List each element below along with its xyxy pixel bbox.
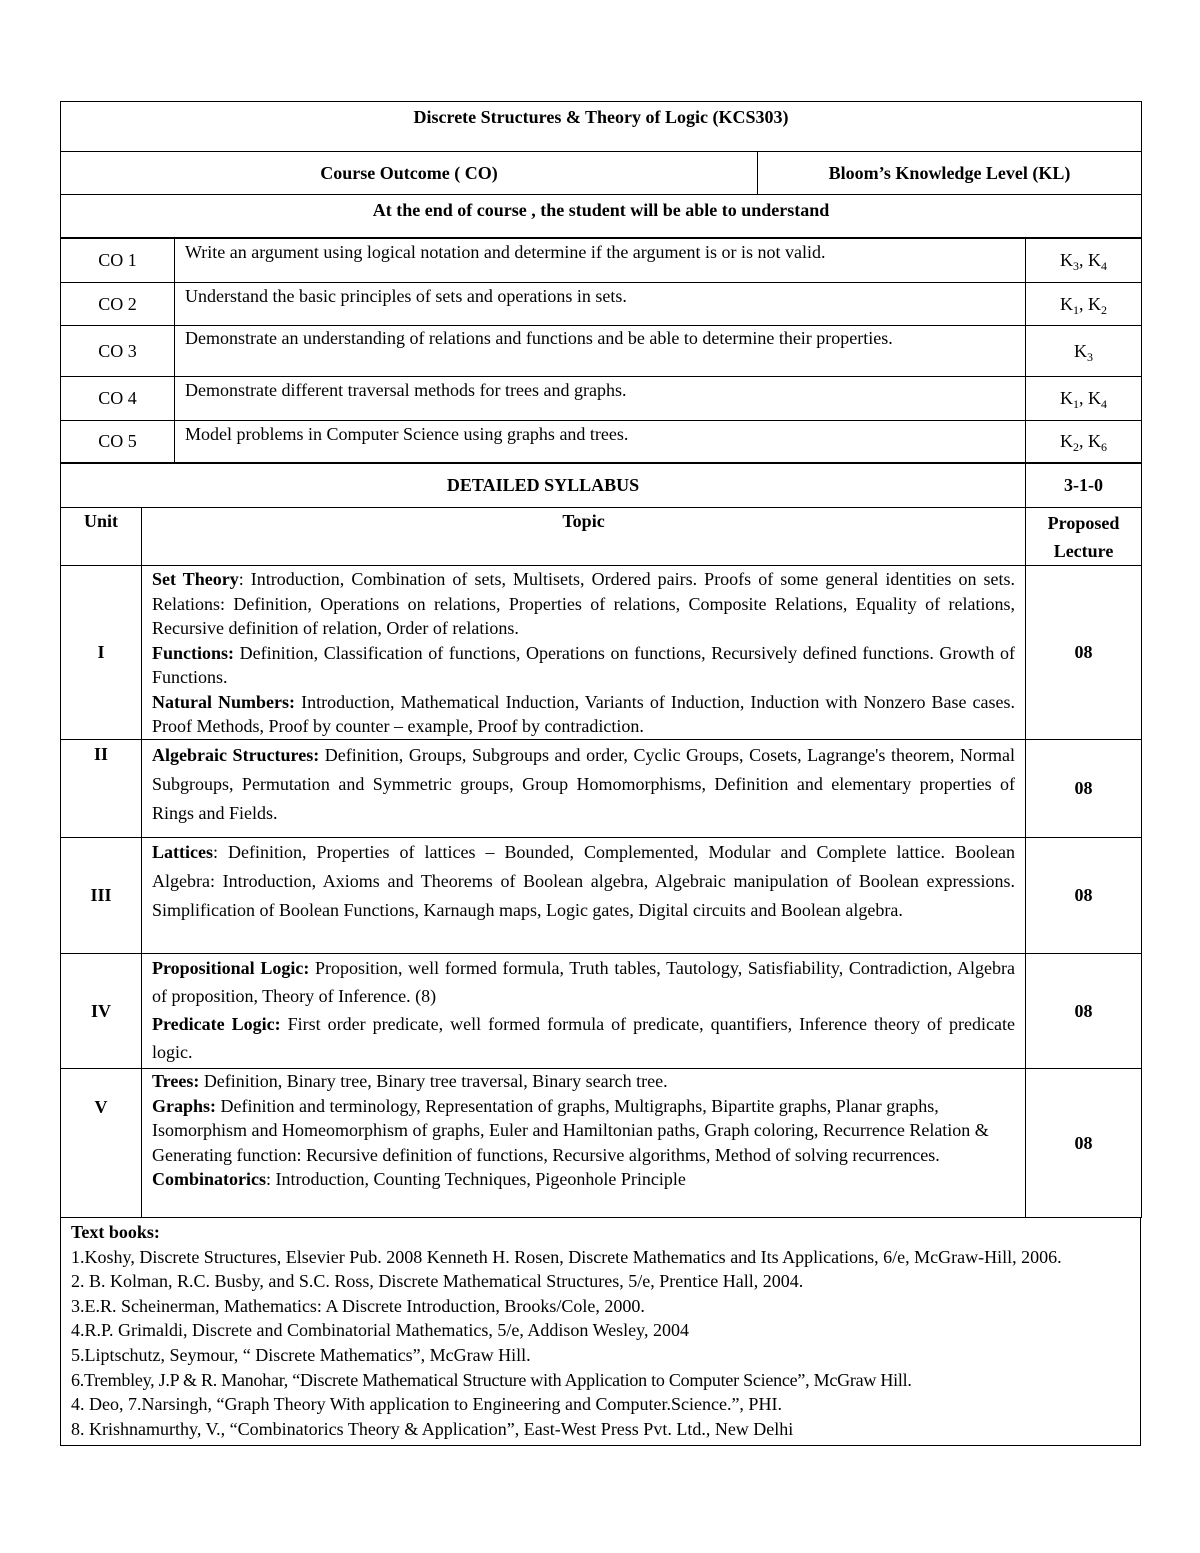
unit-number: V xyxy=(61,1069,142,1218)
textbook-item: 8. Krishnamurthy, V., “Combinatorics Theory & Application”, East-West Press Pvt. Ltd., New Delhi xyxy=(71,1418,794,1439)
co-text: Model problems in Computer Science using graphs and trees. xyxy=(175,421,1026,463)
textbooks-section xyxy=(60,1218,1141,1446)
unit-number: I xyxy=(61,566,142,740)
co-code: CO 4 xyxy=(61,377,175,421)
outcomes-table xyxy=(60,238,1142,463)
unit-topics: Propositional Logic: Proposition, well formed formula, Truth tables, Tautology, Satisfiability, Contradiction, Algebra of proposition, Theory of Inference. (8) Predicate Logic: First order predicate, well formed formula of predicate, quantifiers, Inference theory of predicate logic. xyxy=(142,954,1026,1069)
ltp-value: 3-1-0 xyxy=(1026,464,1142,508)
syllabus-heading: DETAILED SYLLABUS xyxy=(61,464,1026,508)
co-code: CO 2 xyxy=(61,283,175,326)
unit-lectures: 08 xyxy=(1026,838,1142,954)
course-intro: At the end of course , the student will be able to understand xyxy=(61,195,1142,238)
col-topic: Topic xyxy=(142,508,1026,566)
course-title: Discrete Structures & Theory of Logic (KCS303) xyxy=(61,102,1142,152)
unit-number: IV xyxy=(61,954,142,1069)
unit-lectures: 08 xyxy=(1026,740,1142,838)
co-text: Understand the basic principles of sets and operations in sets. xyxy=(175,283,1026,326)
outcome-row xyxy=(61,421,1142,463)
unit-row xyxy=(61,1069,1142,1218)
co-kl: $K_3$, $K_4$ xyxy=(1026,239,1142,283)
outcome-row xyxy=(61,239,1142,283)
co-kl: $K_1$, $K_2$ xyxy=(1026,283,1142,326)
co-text: Demonstrate different traversal methods for trees and graphs. xyxy=(175,377,1026,421)
textbooks-heading: Text books: xyxy=(71,1222,160,1242)
col-unit: Unit xyxy=(61,508,142,566)
outcome-row xyxy=(61,283,1142,326)
co-kl: $K_2$, $K_6$ xyxy=(1026,421,1142,463)
textbook-item: 3.E.R. Scheinerman, Mathematics: A Discrete Introduction, Brooks/Cole, 2000. xyxy=(71,1295,645,1316)
unit-topics: Lattices: Definition, Properties of lattices – Bounded, Complemented, Modular and Complete lattice. Boolean Algebra: Introduction, Axioms and Theorems of Boolean algebra, Algebraic manipulation of Boolean expressions. Simplification of Boolean Functions, Karnaugh maps, Logic gates, Digital circuits and Boolean algebra. xyxy=(142,838,1026,954)
outcome-row xyxy=(61,326,1142,377)
textbook-item: 1.Koshy, Discrete Structures, Elsevier Pub. 2008 Kenneth H. Rosen, Discrete Mathematics and Its Applications, 6/e, McGraw-Hill, 2006. xyxy=(71,1246,1062,1267)
co-code: CO 3 xyxy=(61,326,175,377)
co-code: CO 5 xyxy=(61,421,175,463)
unit-row xyxy=(61,954,1142,1069)
co-code: CO 1 xyxy=(61,239,175,283)
unit-row xyxy=(61,838,1142,954)
unit-topics: Set Theory: Introduction, Combination of sets, Multisets, Ordered pairs. Proofs of some general identities on sets. Relations: Definition, Operations on relations, Properties of relations, Composite Relations, Equality of relations, Recursive definition of relation, Order of relations. Functions: Definition, Classification of functions, Operations on functions, Recursively defined functions. Growth of Functions. Natural Numbers: Introduction, Mathematical Induction, Variants of Induction, Induction with Nonzero Base cases. Proof Methods, Proof by counter – example, Proof by contradiction. xyxy=(142,566,1026,740)
unit-row xyxy=(61,740,1142,838)
syllabus-sheet xyxy=(60,101,1141,1446)
kl-heading: Bloom’s Knowledge Level (KL) xyxy=(758,152,1142,195)
co-kl: $K_3$ xyxy=(1026,326,1142,377)
co-heading: Course Outcome ( CO) xyxy=(61,152,758,195)
textbook-item: 2. B. Kolman, R.C. Busby, and S.C. Ross, Discrete Mathematical Structures, 5/e, Prentice Hall, 2004. xyxy=(71,1271,804,1292)
co-text: Write an argument using logical notation and determine if the argument is or is not valid. xyxy=(175,239,1026,283)
unit-topics: Trees: Definition, Binary tree, Binary tree traversal, Binary search tree. Graphs: Definition and terminology, Representation of graphs, Multigraphs, Bipartite graphs, Planar graphs, Isomorphism and Homeomorphism of graphs, Euler and Hamiltonian paths, Graph coloring, Recurrence Relation & Generating function: Recursive definition of functions, Recursive algorithms, Method of solving recurrences. Combinatorics: Introduction, Counting Techniques, Pigeonhole Principle xyxy=(142,1069,1026,1218)
unit-topics: Algebraic Structures: Definition, Groups, Subgroups and order, Cyclic Groups, Cosets, Lagrange's theorem, Normal Subgroups, Permutation and Symmetric groups, Group Homomorphisms, Definition and elementary properties of Rings and Fields. xyxy=(142,740,1026,838)
co-kl: $K_1$, $K_4$ xyxy=(1026,377,1142,421)
unit-lectures: 08 xyxy=(1026,1069,1142,1218)
col-lecture: Proposed Lecture xyxy=(1026,508,1142,566)
textbook-item: 6.Trembley, J.P & R. Manohar, “Discrete Mathematical Structure with Application to Computer Science”, McGraw Hill. xyxy=(71,1369,912,1390)
syllabus-table xyxy=(60,463,1142,1218)
textbook-item: 4.R.P. Grimaldi, Discrete and Combinatorial Mathematics, 5/e, Addison Wesley, 2004 xyxy=(71,1320,689,1341)
course-header-table xyxy=(60,101,1142,238)
unit-lectures: 08 xyxy=(1026,954,1142,1069)
unit-number: III xyxy=(61,838,142,954)
unit-row xyxy=(61,566,1142,740)
unit-number: II xyxy=(61,740,142,838)
outcome-row xyxy=(61,377,1142,421)
unit-lectures: 08 xyxy=(1026,566,1142,740)
textbook-item: 4. Deo, 7.Narsingh, “Graph Theory With application to Engineering and Computer.Science.”, PHI. xyxy=(71,1394,782,1415)
co-text: Demonstrate an understanding of relations and functions and be able to determine their properties. xyxy=(175,326,1026,377)
textbook-item: 5.Liptschutz, Seymour, “ Discrete Mathematics”, McGraw Hill. xyxy=(71,1344,531,1365)
